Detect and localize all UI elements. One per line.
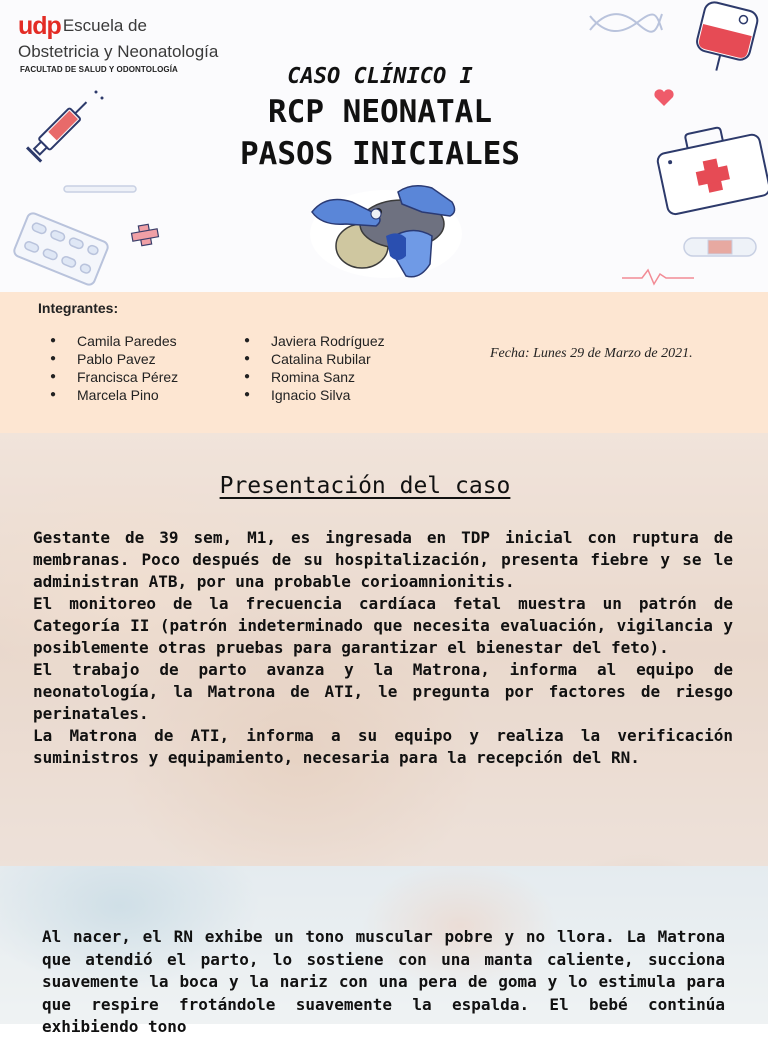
member-item: ● Camila Paredes (77, 332, 178, 350)
team-title: Integrantes: (38, 300, 119, 316)
members-list-2 (271, 332, 385, 404)
members-list-1 (77, 332, 178, 404)
birth-text: Al nacer, el RN exhibe un tono muscular pobre y no llora. La Matrona que atendió el parto, lo sostiene con una manta caliente, succiona suavemente la boca y la nariz con una pera de goma y lo estimula para que respire frotándole suavemente la espalda. El bebé continúa exhibiendo tono (42, 927, 725, 1036)
bandage-icon (680, 232, 760, 262)
pill-packet-icon (8, 212, 114, 286)
case-paragraph: El trabajo de parto avanza y la Matrona, informa al equipo de neonatología, la Matrona de ATI, le pregunta por factores de riesgo perinatales. (33, 660, 733, 723)
member-item: ● Francisca Pérez (77, 368, 178, 386)
neonatal-resuscitation-illustration (302, 172, 472, 288)
case-paragraph: El monitoreo de la frecuencia cardíaca fetal muestra un patrón de Categoría II (patrón indeterminado que necesita evaluación, vigilancia y posiblemente otras pruebas para garantizar el bienestar del feto). (33, 594, 733, 657)
member-item: ● Javiera Rodríguez (271, 332, 385, 350)
red-cross-icon (128, 222, 162, 248)
logo-line3: FACULTAD DE SALUD Y ODONTOLOGÍA (20, 65, 178, 74)
date-text: Fecha: Lunes 29 de Marzo de 2021. (490, 346, 693, 361)
case-title (0, 473, 730, 499)
header (0, 0, 768, 292)
member-item: ● Catalina Rubilar (271, 350, 385, 368)
member-item: ● Marcela Pino (77, 386, 178, 404)
team-section (0, 292, 768, 433)
logo-line1: Escuela de (62, 16, 147, 35)
case-label: CASO CLÍNICO I (287, 64, 473, 89)
case-title-text: Presentación del caso (219, 473, 511, 499)
logo-line2: Obstetricia y Neonatología (18, 42, 219, 61)
logo-brand: udp (18, 12, 61, 40)
member-item: ● Ignacio Silva (271, 386, 385, 404)
case-paragraph: Gestante de 39 sem, M1, es ingresada en TDP inicial con ruptura de membranas. Poco después de su hospitalización, presenta fiebre y se le administran ATB, por una probable corioamnionitis. (33, 528, 733, 591)
member-item: ● Pablo Pavez (77, 350, 178, 368)
birth-section (0, 866, 768, 1036)
case-body (33, 527, 733, 769)
case-presentation-section (0, 433, 768, 866)
case-paragraph: La Matrona de ATI, informa a su equipo y realiza la verificación suministros y equipamiento, necesaria para la recepción del RN. (33, 726, 733, 767)
heartbeat-line-icon (622, 266, 694, 286)
dna-icon (586, 8, 666, 38)
member-item: ● Romina Sanz (271, 368, 385, 386)
title-line-2: PASOS INICIALES (240, 136, 520, 172)
title-line-1: RCP NEONATAL (268, 94, 492, 130)
thermometer-icon (62, 182, 140, 196)
